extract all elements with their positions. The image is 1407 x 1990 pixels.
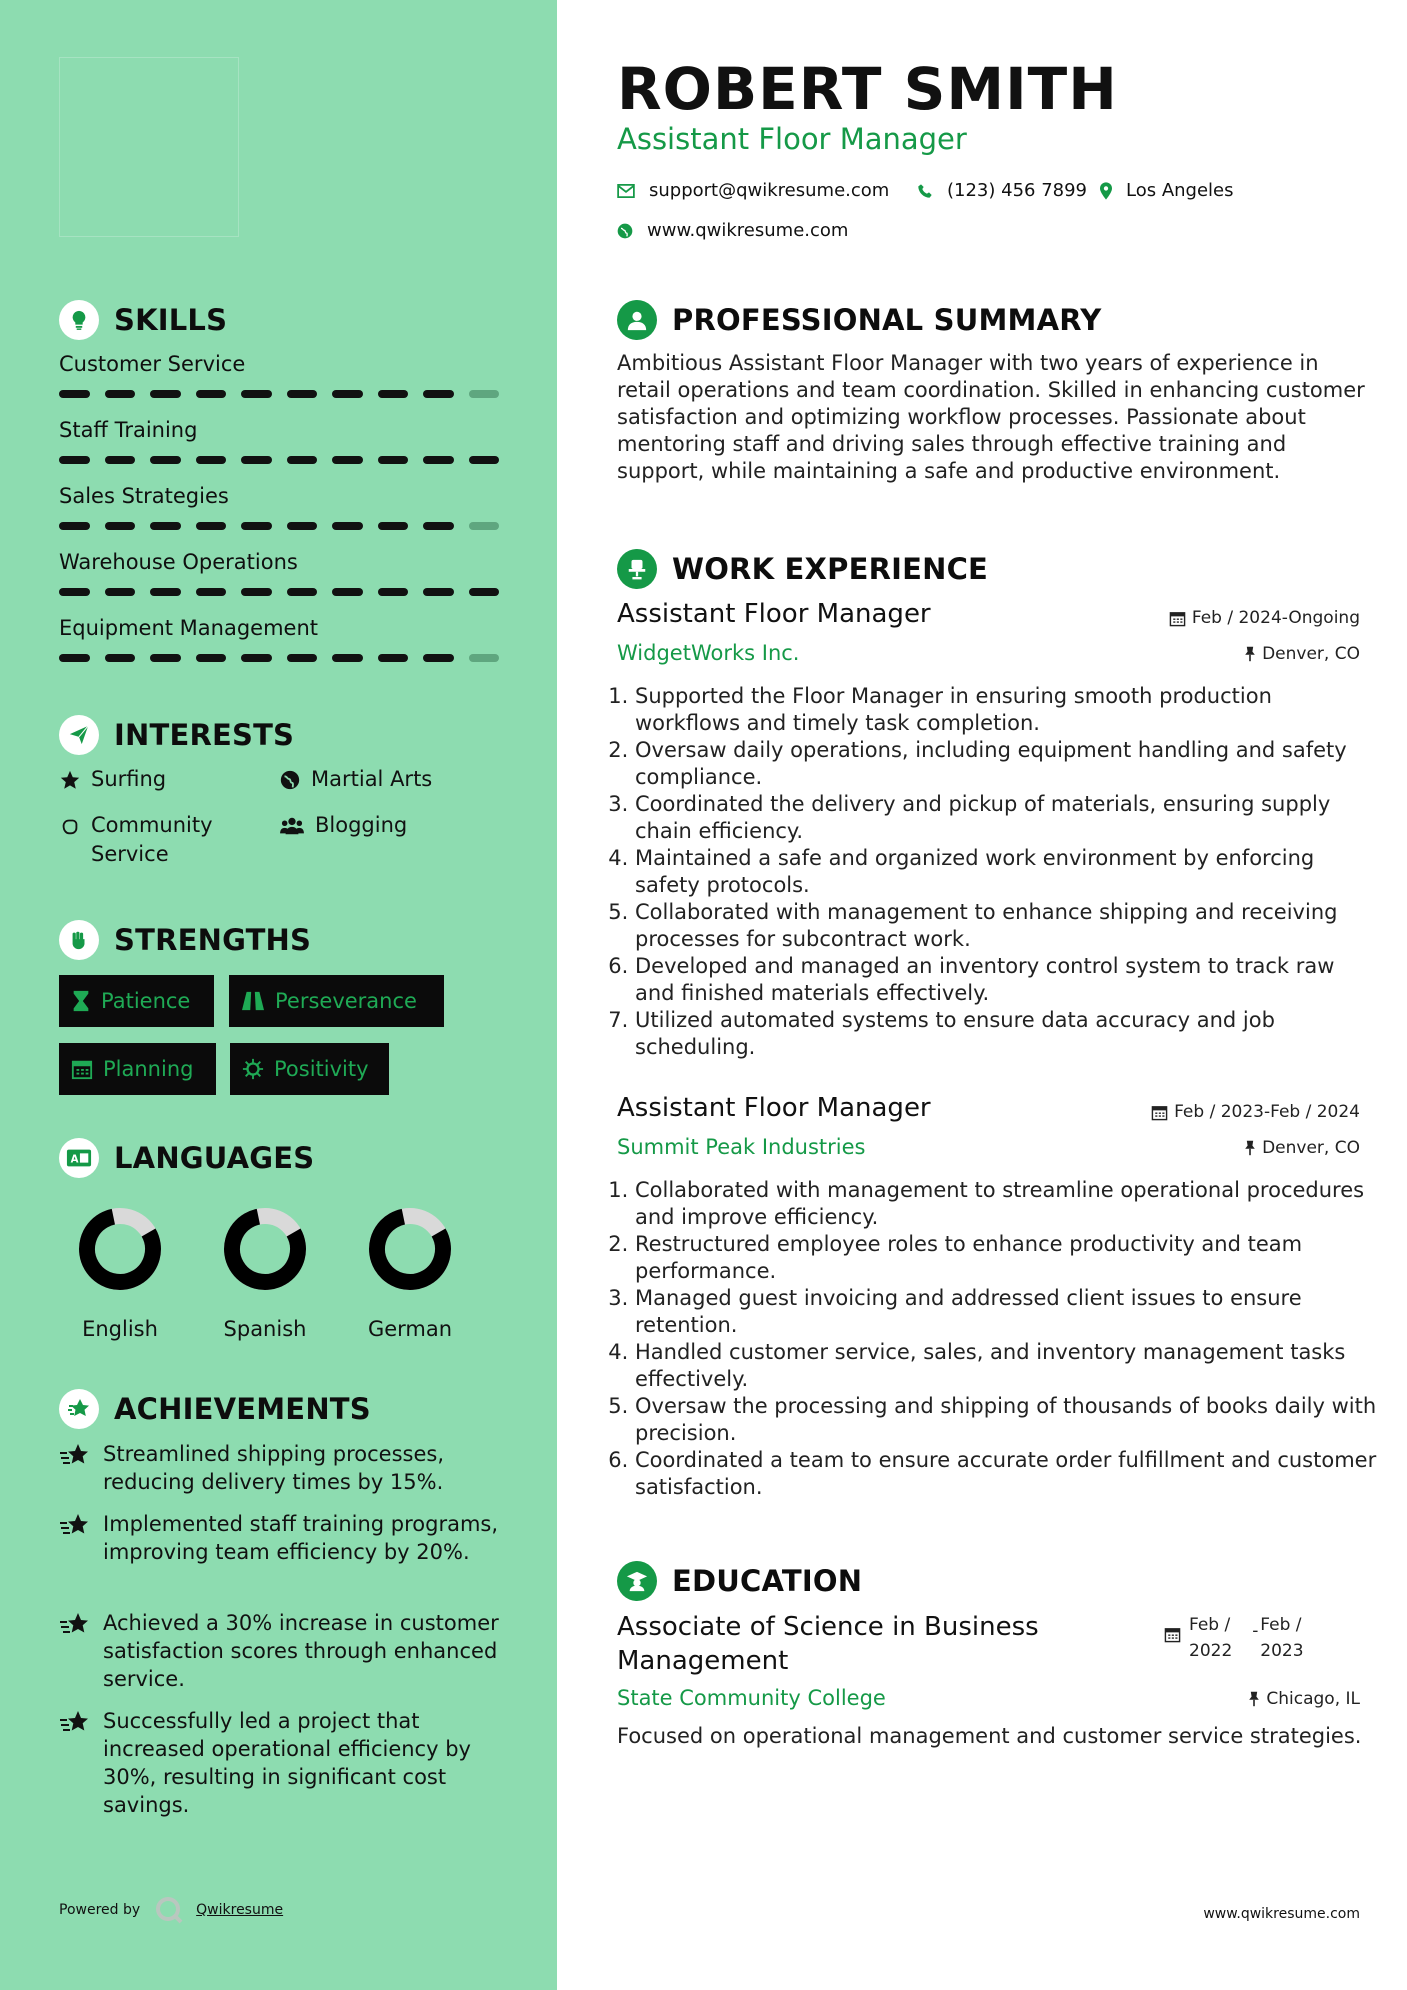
email-text: support@qwikresume.com xyxy=(649,180,890,201)
calendar-icon xyxy=(1164,1626,1181,1643)
skill-item xyxy=(59,484,499,530)
skill-item xyxy=(59,352,499,398)
profile-photo-placeholder xyxy=(59,57,239,237)
contact-email[interactable] xyxy=(617,180,889,201)
skill-item xyxy=(59,550,499,596)
skill-level-dash xyxy=(105,522,136,530)
skill-name: Staff Training xyxy=(59,418,198,442)
envelope-icon xyxy=(617,184,635,198)
skill-level-bar xyxy=(59,456,499,464)
hourglass-icon xyxy=(71,990,91,1012)
strength-tag xyxy=(230,1043,389,1095)
skill-level-bar xyxy=(59,390,499,398)
duty-item: 3. Managed guest invoicing and addressed client issues to ensure retention. xyxy=(635,1285,1377,1339)
shooting-star-icon xyxy=(59,1709,91,1737)
thumbtack-icon xyxy=(1248,1691,1260,1707)
globe-icon xyxy=(279,769,301,791)
achievement-text: Streamlined shipping processes, reducing delivery times by 15%. xyxy=(103,1442,445,1494)
strengths-heading xyxy=(59,920,311,960)
achievement-item xyxy=(59,1440,499,1496)
skill-level-dash xyxy=(59,588,90,596)
user-icon xyxy=(617,300,657,340)
sun-icon xyxy=(242,1058,264,1080)
interests-heading xyxy=(59,715,294,755)
skill-level-dash xyxy=(469,456,500,464)
achievement-text: Implemented staff training programs, improving team efficiency by 20%. xyxy=(103,1512,499,1564)
duty-item: 2. Restructured employee roles to enhance productivity and team performance. xyxy=(635,1231,1377,1285)
skill-level-dash xyxy=(469,522,500,530)
language-level-ring xyxy=(364,1203,456,1295)
experience-title: WORK EXPERIENCE xyxy=(672,552,989,586)
skill-level-dash xyxy=(150,588,181,596)
skill-level-dash xyxy=(105,588,136,596)
skill-level-dash xyxy=(241,390,272,398)
achievement-text: Achieved a 30% increase in customer satisfaction scores through enhanced service. xyxy=(103,1611,499,1691)
education-heading xyxy=(617,1561,862,1601)
skill-level-dash xyxy=(196,390,227,398)
skill-item xyxy=(59,616,499,662)
skill-name: Equipment Management xyxy=(59,616,319,640)
end-month: Feb / xyxy=(1260,1615,1302,1635)
skill-level-dash xyxy=(196,654,227,662)
skill-level-dash xyxy=(332,588,363,596)
skill-level-dash xyxy=(332,522,363,530)
skill-level-dash xyxy=(423,456,454,464)
date-separator: - xyxy=(1252,1621,1259,1641)
skill-level-dash xyxy=(59,522,90,530)
skill-level-dash xyxy=(378,588,409,596)
job-title: Assistant Floor Manager xyxy=(617,1093,931,1123)
skill-level-dash xyxy=(287,588,318,596)
skill-level-dash xyxy=(59,654,90,662)
location-text: Los Angeles xyxy=(1126,180,1234,201)
calendar-icon xyxy=(71,1058,93,1080)
skill-level-dash xyxy=(59,390,90,398)
school-name: State Community College xyxy=(617,1686,886,1710)
skill-level-dash xyxy=(469,654,500,662)
candidate-name: ROBERT SMITH xyxy=(617,55,1118,123)
skill-level-bar xyxy=(59,522,499,530)
achievement-item xyxy=(59,1609,499,1693)
contact-phone[interactable] xyxy=(917,180,1087,201)
road-icon xyxy=(241,990,265,1012)
skill-level-dash xyxy=(150,390,181,398)
candidate-title: Assistant Floor Manager xyxy=(617,122,967,156)
skill-level-dash xyxy=(150,456,181,464)
interest-label: Blogging xyxy=(315,813,408,837)
skill-level-dash xyxy=(196,522,227,530)
job-location xyxy=(1244,644,1360,664)
phone-icon xyxy=(917,183,933,199)
duty-item: 7. Utilized automated systems to ensure data accuracy and job scheduling. xyxy=(635,1007,1377,1061)
skill-level-bar xyxy=(59,588,499,596)
skill-level-dash xyxy=(287,522,318,530)
interest-item xyxy=(59,811,239,869)
job-duties xyxy=(617,1177,1377,1501)
star-badge-icon xyxy=(59,1389,99,1429)
duty-item: 4. Handled customer service, sales, and inventory management tasks effectively. xyxy=(635,1339,1377,1393)
start-year: 2022 xyxy=(1189,1641,1233,1661)
qwikresume-logo-icon xyxy=(154,1895,184,1925)
contact-website[interactable] xyxy=(617,220,848,241)
main-content xyxy=(557,0,1407,1990)
shooting-star-icon xyxy=(59,1611,91,1639)
job-title: Assistant Floor Manager xyxy=(617,599,931,629)
skills-title: SKILLS xyxy=(114,303,228,337)
interest-item xyxy=(279,765,432,794)
languages-title: LANGUAGES xyxy=(114,1141,315,1175)
job-duties xyxy=(617,683,1377,1061)
skill-level-dash xyxy=(241,456,272,464)
paper-plane-icon xyxy=(59,715,99,755)
education-dates xyxy=(1164,1612,1304,1664)
job-location xyxy=(1244,1138,1360,1158)
skill-name: Sales Strategies xyxy=(59,484,229,508)
skill-level-dash xyxy=(287,390,318,398)
skill-level-dash xyxy=(105,390,136,398)
language-name: English xyxy=(82,1317,158,1341)
job-date-text: Feb / 2024-Ongoing xyxy=(1191,608,1360,628)
skill-level-dash xyxy=(378,522,409,530)
fist-icon xyxy=(59,920,99,960)
footer-website-link[interactable]: www.qwikresume.com xyxy=(1203,1906,1360,1922)
calendar-icon xyxy=(1151,1104,1168,1121)
job-location-text: Denver, CO xyxy=(1262,1138,1360,1158)
education-location-text: Chicago, IL xyxy=(1266,1689,1360,1709)
graduate-icon xyxy=(617,1561,657,1601)
duty-item: 1. Collaborated with management to streamline operational procedures and improve efficiency. xyxy=(635,1177,1377,1231)
skill-level-dash xyxy=(332,456,363,464)
skills-heading xyxy=(59,300,227,340)
duty-item: 4. Maintained a safe and organized work environment by enforcing safety protocols. xyxy=(635,845,1377,899)
map-pin-icon xyxy=(1100,182,1112,200)
skill-level-dash xyxy=(241,522,272,530)
interest-item xyxy=(279,811,407,840)
duty-item: 5. Collaborated with management to enhance shipping and receiving processes for subcontract work. xyxy=(635,899,1377,953)
skill-level-dash xyxy=(105,654,136,662)
duty-item: 5. Oversaw the processing and shipping of thousands of books daily with precision. xyxy=(635,1393,1377,1447)
globe-icon xyxy=(617,223,633,239)
job-date-text: Feb / 2023-Feb / 2024 xyxy=(1174,1102,1360,1122)
education-title: EDUCATION xyxy=(672,1564,863,1598)
duty-item: 3. Coordinated the delivery and pickup of materials, ensuring supply chain efficiency. xyxy=(635,791,1377,845)
education-start xyxy=(1189,1612,1232,1664)
lightbulb-icon xyxy=(59,300,99,340)
skill-level-dash xyxy=(150,654,181,662)
qwikresume-link[interactable]: Qwikresume xyxy=(196,1902,284,1918)
skill-level-dash xyxy=(105,456,136,464)
skill-level-dash xyxy=(332,390,363,398)
sidebar xyxy=(0,0,557,1990)
users-icon xyxy=(279,815,305,837)
summary-text: Ambitious Assistant Floor Manager with two years of experience in retail operations and team coordination. Skilled in enhancing customer satisfaction and optimizing workflow processes. Passionate about mentoring staff and driving sales through effective training and support, while maintaining a safe and productive environment. xyxy=(617,351,1365,483)
interests-title: INTERESTS xyxy=(114,718,295,752)
education-end xyxy=(1252,1612,1304,1664)
education-location xyxy=(1248,1689,1360,1709)
skill-name: Customer Service xyxy=(59,352,246,376)
skill-level-bar xyxy=(59,654,499,662)
company-name: Summit Peak Industries xyxy=(617,1135,866,1159)
contact-location xyxy=(1100,180,1234,201)
language-item xyxy=(60,1203,180,1341)
chair-icon xyxy=(617,549,657,589)
language-item xyxy=(350,1203,470,1341)
skill-level-dash xyxy=(423,654,454,662)
job-location-text: Denver, CO xyxy=(1262,644,1360,664)
language-name: German xyxy=(367,1317,453,1341)
skill-level-dash xyxy=(287,654,318,662)
thumbtack-icon xyxy=(1244,646,1256,662)
skill-level-dash xyxy=(332,654,363,662)
skill-level-dash xyxy=(241,588,272,596)
skill-level-dash xyxy=(150,522,181,530)
skill-level-dash xyxy=(196,588,227,596)
skill-level-dash xyxy=(469,390,500,398)
start-month: Feb / xyxy=(1189,1615,1231,1635)
hand-icon xyxy=(59,815,81,837)
shooting-star-icon xyxy=(59,1512,91,1540)
duty-item: 6. Coordinated a team to ensure accurate order fulfillment and customer satisfaction. xyxy=(635,1447,1377,1501)
company-name: WidgetWorks Inc. xyxy=(617,641,800,665)
languages-heading xyxy=(59,1138,314,1178)
achievement-item xyxy=(59,1510,499,1566)
summary-title: PROFESSIONAL SUMMARY xyxy=(672,303,1102,337)
skill-level-dash xyxy=(287,456,318,464)
end-year: 2023 xyxy=(1260,1641,1304,1661)
strength-label: Planning xyxy=(103,1057,194,1081)
strength-label: Positivity xyxy=(274,1057,369,1081)
skill-level-dash xyxy=(423,522,454,530)
skill-level-dash xyxy=(423,588,454,596)
language-item xyxy=(205,1203,325,1341)
skill-level-dash xyxy=(469,588,500,596)
svg-text:A: A xyxy=(70,1154,79,1166)
duty-item: 6. Developed and managed an inventory control system to track raw and finished materials effectively. xyxy=(635,953,1377,1007)
skill-level-dash xyxy=(378,654,409,662)
skill-level-dash xyxy=(378,390,409,398)
degree-name: Associate of Science in Business Management xyxy=(617,1612,1039,1676)
skill-item xyxy=(59,418,499,464)
achievements-title: ACHIEVEMENTS xyxy=(114,1392,371,1426)
star-icon xyxy=(59,769,81,791)
strength-label: Patience xyxy=(101,989,191,1013)
duty-item: 2. Oversaw daily operations, including equipment handling and safety compliance. xyxy=(635,737,1377,791)
strength-label: Perseverance xyxy=(275,989,417,1013)
skill-level-dash xyxy=(196,456,227,464)
skill-level-dash xyxy=(378,456,409,464)
interest-label: Surfing xyxy=(91,767,167,791)
skill-name: Warehouse Operations xyxy=(59,550,298,574)
strength-tag xyxy=(59,975,214,1027)
skill-level-dash xyxy=(241,654,272,662)
language-level-ring xyxy=(74,1203,166,1295)
strengths-title: STRENGTHS xyxy=(114,923,312,957)
interest-label: Martial Arts xyxy=(311,767,433,791)
powered-by xyxy=(59,1895,283,1925)
calendar-icon xyxy=(1169,610,1186,627)
summary-heading xyxy=(617,300,1101,340)
job-date xyxy=(1151,1102,1360,1122)
language-icon xyxy=(59,1138,99,1178)
achievement-text: Successfully led a project that increased operational efficiency by 30%, resulting in significant cost savings. xyxy=(103,1709,471,1817)
powered-by-text: Powered by xyxy=(59,1902,141,1918)
strength-tag xyxy=(59,1043,216,1095)
language-level-ring xyxy=(219,1203,311,1295)
achievement-item xyxy=(59,1707,499,1819)
thumbtack-icon xyxy=(1244,1140,1256,1156)
interest-item xyxy=(59,765,166,794)
achievements-heading xyxy=(59,1389,371,1429)
job-date xyxy=(1169,608,1360,628)
duty-item: 1. Supported the Floor Manager in ensuring smooth production workflows and timely task completion. xyxy=(635,683,1377,737)
phone-text: (123) 456 7899 xyxy=(947,180,1088,201)
education-description: Focused on operational management and customer service strategies. xyxy=(617,1724,1362,1748)
shooting-star-icon xyxy=(59,1442,91,1470)
skill-level-dash xyxy=(423,390,454,398)
interest-label: Community Service xyxy=(91,813,213,866)
skill-level-dash xyxy=(59,456,90,464)
experience-heading xyxy=(617,549,988,589)
strength-tag xyxy=(229,975,444,1027)
language-name: Spanish xyxy=(223,1317,307,1341)
website-text: www.qwikresume.com xyxy=(647,220,849,241)
